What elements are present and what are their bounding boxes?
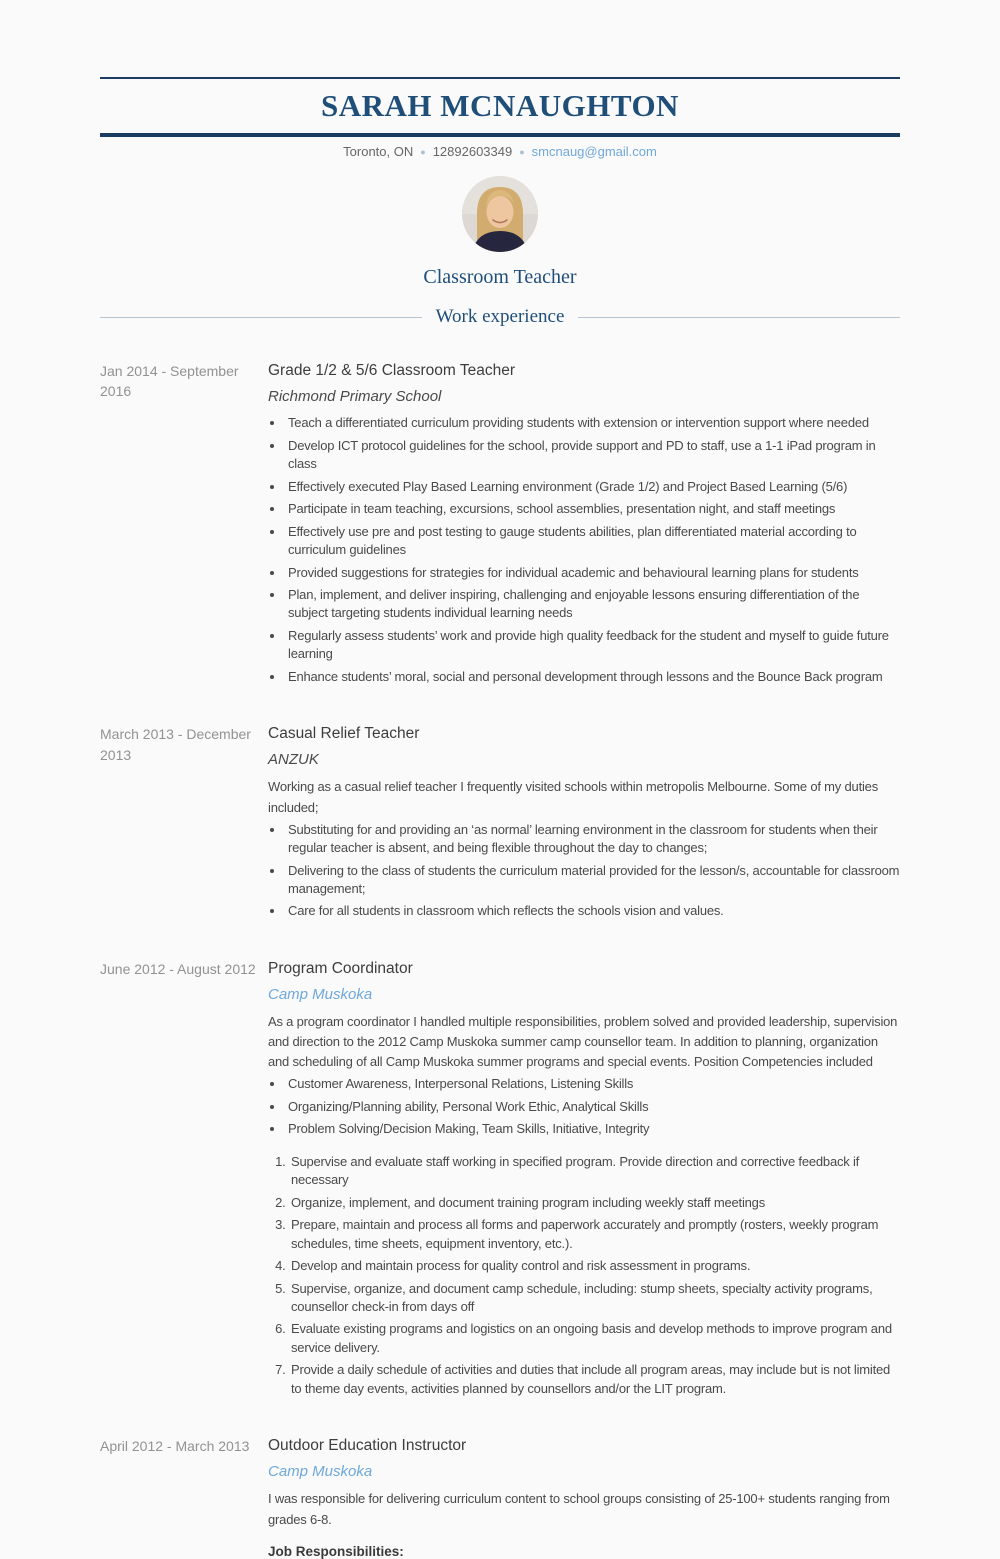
list-item: • Care for all students in classroom which reflects the schools vision and values. — [285, 902, 900, 920]
job-company: ANZUK — [268, 751, 319, 769]
list-item: • Teach a differentiated curriculum providing students with extension or intervention support where needed — [285, 414, 900, 432]
job-title: Grade 1/2 & 5/6 Classroom Teacher — [268, 362, 515, 380]
job-dates: Jan 2014 - September 2016 — [100, 363, 239, 400]
list-item: 4. Develop and maintain process for quality control and risk assessment in programs. — [289, 1257, 900, 1275]
top-divider — [100, 77, 900, 79]
list-item: • Participate in team teaching, excursions, school assemblies, presentation night, and staff meetings — [285, 500, 900, 518]
list-item: • Substituting for and providing an ‘as normal’ learning environment in the classroom for students when their regular teacher is absent, and being flexible throughout the day to changes; — [285, 821, 900, 858]
job-bullet-list — [268, 1075, 900, 1138]
job-description: As a program coordinator I handled multiple responsibilities, problem solved and provided leadership, supervision and direction to the 2012 Camp Muskoka summer camp counsellor team. In addition to planning, organization and scheduling of all Camp Muskoka summer programs and special events. Position Competencies included — [268, 1014, 898, 1070]
list-item: 6. Evaluate existing programs and logistics on an ongoing basis and develop methods to improve program and service delivery. — [289, 1320, 900, 1357]
job-title: Casual Relief Teacher — [268, 725, 420, 743]
separator-dot-icon: ● — [420, 147, 426, 158]
job-bullet-list — [268, 414, 900, 686]
heading-line-right — [578, 317, 900, 318]
job-description: Working as a casual relief teacher I frequently visited schools within metropolis Melbourne. Some of my duties included; — [268, 779, 878, 815]
contact-line — [100, 144, 900, 159]
job-dates: June 2012 - August 2012 — [100, 960, 256, 977]
job-numbered-list — [268, 1153, 900, 1398]
list-item: 7. Provide a daily schedule of activities and duties that include all program areas, may include but is not limited to theme day events, activities planned by counsellors and/or the LIT program. — [289, 1361, 900, 1398]
job-body — [268, 724, 900, 925]
work-experience-list — [100, 361, 900, 1559]
list-item: • Effectively executed Play Based Learning environment (Grade 1/2) and Project Based Learning (5/6) — [285, 478, 900, 496]
job-responsibilities-label: Job Responsibilities: — [268, 1543, 404, 1559]
job-company-link[interactable]: Camp Muskoka — [268, 1463, 373, 1481]
job-entry — [100, 1436, 900, 1558]
job-title: Outdoor Education Instructor — [268, 1437, 467, 1455]
contact-email-link[interactable]: smcnaug@gmail.com — [531, 144, 657, 160]
list-item: • Problem Solving/Decision Making, Team Skills, Initiative, Integrity — [285, 1120, 900, 1138]
profile-photo-illustration — [462, 176, 538, 252]
work-experience-heading — [100, 306, 900, 328]
contact-location: Toronto, ON — [343, 144, 414, 160]
list-item: • Regularly assess students’ work and provide high quality feedback for the student and myself to guide future learning — [285, 627, 900, 664]
list-item: • Enhance students’ moral, social and personal development through lessons and the Bounce Back program — [285, 668, 900, 686]
heading-line-left — [100, 317, 422, 318]
list-item: 1. Supervise and evaluate staff working in specified program. Provide direction and corrective feedback if necessary — [289, 1153, 900, 1190]
job-entry — [100, 959, 900, 1402]
job-company: Richmond Primary School — [268, 388, 442, 406]
list-item: • Provided suggestions for strategies for individual academic and behavioural learning plans for students — [285, 564, 900, 582]
list-item: 2. Organize, implement, and document training program including weekly staff meetings — [289, 1194, 900, 1212]
job-bullet-list — [268, 821, 900, 921]
name-underline — [100, 133, 900, 137]
list-item: • Effectively use pre and post testing to gauge students abilities, plan differentiated material according to curriculum guidelines — [285, 523, 900, 560]
resume-page — [0, 77, 1000, 1559]
separator-dot-icon: ● — [519, 147, 525, 158]
job-body — [268, 959, 900, 1402]
section-heading-label: Work experience — [435, 306, 565, 328]
list-item: 5. Supervise, organize, and document camp schedule, including: stump sheets, specialty activity programs, counsellor check-in from days off — [289, 1280, 900, 1317]
resume-content — [100, 77, 900, 1559]
job-body — [268, 361, 900, 690]
list-item: • Develop ICT protocol guidelines for the school, provide support and PD to staff, use a 1-1 iPad program in class — [285, 437, 900, 474]
list-item: • Plan, implement, and deliver inspiring, challenging and enjoyable lessons ensuring differentiation of the subject targeting students individual learning needs — [285, 586, 900, 623]
list-item: • Delivering to the class of students the curriculum material provided for the lesson/s, accountable for classroom management; — [285, 862, 900, 899]
list-item: • Organizing/Planning ability, Personal Work Ethic, Analytical Skills — [285, 1098, 900, 1116]
role-title: Classroom Teacher — [423, 266, 577, 289]
job-entry — [100, 361, 900, 690]
job-dates: March 2013 - December 2013 — [100, 726, 251, 763]
list-item: 3. Prepare, maintain and process all forms and paperwork accurately and promptly (rosters, weekly program schedules, time sheets, equipment inventory, etc.). — [289, 1216, 900, 1253]
job-description: I was responsible for delivering curriculum content to school groups consisting of 25-100+ students ranging from grades 6-8. — [268, 1491, 890, 1527]
job-entry — [100, 724, 900, 925]
profile-photo — [462, 176, 538, 252]
job-company-link[interactable]: Camp Muskoka — [268, 986, 373, 1004]
job-title: Program Coordinator — [268, 959, 413, 977]
list-item: • Customer Awareness, Interpersonal Relations, Listening Skills — [285, 1075, 900, 1093]
job-body — [268, 1436, 900, 1558]
job-dates: April 2012 - March 2013 — [100, 1438, 250, 1455]
contact-phone: 12892603349 — [432, 144, 513, 160]
person-name: SARAH MCNAUGHTON — [321, 88, 679, 123]
